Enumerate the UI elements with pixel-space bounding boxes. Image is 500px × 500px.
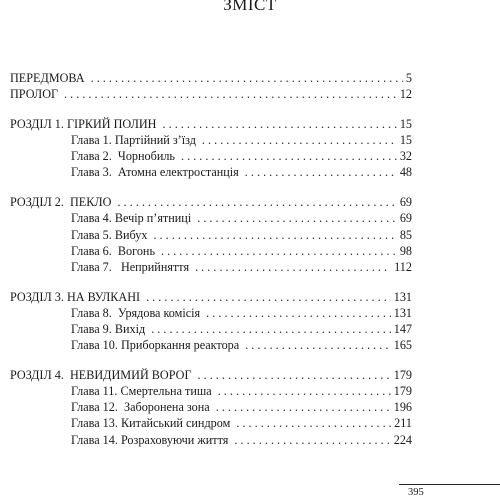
dot-leader — [151, 321, 391, 337]
toc-entry-title: РОЗДІЛ 4. НЕВИДИМИЙ ВОРОГ — [10, 367, 192, 382]
section-gap — [10, 275, 412, 289]
toc-entry-page: 32 — [399, 149, 412, 164]
toc-chapter-entry — [10, 305, 412, 321]
toc-entry-page: 5 — [405, 71, 412, 85]
dot-leader — [146, 289, 391, 305]
toc-entry-page: 48 — [399, 165, 412, 180]
toc-entry-title: ПРОЛОГ — [10, 87, 59, 102]
toc-entry-title: Глава 10. Приборкання реактора — [71, 338, 240, 353]
toc-chapter-entry — [10, 337, 412, 353]
toc-entry-title: Глава 9. Вихід — [71, 321, 146, 336]
page-number: 395 — [408, 487, 424, 498]
toc-part-entry — [10, 289, 412, 305]
table-of-contents — [10, 70, 412, 448]
section-gap — [10, 181, 412, 195]
dot-leader — [245, 164, 397, 180]
toc-entry-title: Глава 1. Партійний з’їзд — [71, 133, 196, 148]
dot-leader — [206, 305, 391, 321]
dot-leader — [117, 194, 396, 210]
toc-entry-title: Глава 4. Вечір п’ятниці — [71, 211, 192, 226]
dot-leader — [202, 132, 397, 148]
section-gap — [10, 102, 412, 116]
toc-entry-page: 179 — [393, 367, 412, 382]
toc-chapter-entry — [10, 432, 412, 448]
toc-chapter-entry — [10, 132, 412, 148]
toc-entry-page: 12 — [399, 87, 412, 102]
footer-rule — [399, 484, 500, 485]
toc-entry-page: 224 — [393, 432, 412, 447]
toc-entry-title: ПЕРЕДМОВА — [10, 71, 85, 85]
toc-chapter-entry — [10, 415, 412, 431]
toc-entry-title: Глава 11. Смертельна тиша — [71, 384, 212, 398]
toc-entry-page: 179 — [393, 384, 412, 398]
toc-entry-page: 112 — [394, 259, 412, 274]
toc-entry-page: 131 — [393, 289, 412, 304]
toc-entry-title: РОЗДІЛ 2. ПЕКЛО — [10, 195, 112, 210]
toc-entry-title: РОЗДІЛ 1. ГІРКИЙ ПОЛИН — [10, 116, 157, 131]
dot-leader — [197, 210, 397, 226]
dot-leader — [198, 367, 391, 383]
toc-part-entry — [10, 86, 412, 102]
dot-leader — [163, 116, 397, 132]
dot-leader — [161, 243, 397, 259]
page-title: ЗМІСТ — [223, 0, 277, 14]
toc-entry-title: Глава 5. Вибух — [71, 227, 148, 242]
toc-entry-page: 147 — [393, 321, 412, 336]
toc-entry-title: Глава 13. Китайський синдром — [71, 416, 231, 431]
toc-entry-title: Глава 3. Атомна електростанція — [71, 165, 239, 180]
dot-leader — [64, 86, 397, 102]
toc-entry-title: Глава 8. Урядова комісія — [71, 305, 201, 320]
toc-entry-title: Глава 6. Вогонь — [71, 243, 155, 258]
toc-entry-page: 211 — [394, 416, 412, 431]
toc-entry-title: РОЗДІЛ 3. НА ВУЛКАНІ — [10, 289, 141, 304]
toc-entry-title: Глава 12. Заборонена зона — [71, 400, 210, 415]
toc-part-entry — [10, 70, 412, 86]
toc-chapter-entry — [10, 259, 412, 275]
toc-entry-page: 69 — [399, 211, 412, 226]
toc-entry-title: Глава 14. Розраховуючи життя — [71, 432, 229, 447]
toc-entry-title: Глава 7. Неприйняття — [71, 259, 190, 274]
toc-part-entry — [10, 367, 412, 383]
toc-chapter-entry — [10, 148, 412, 164]
toc-entry-page: 131 — [393, 305, 412, 320]
toc-chapter-entry — [10, 164, 412, 180]
toc-part-entry — [10, 116, 412, 132]
toc-chapter-entry — [10, 399, 412, 415]
toc-entry-page: 15 — [399, 116, 412, 131]
toc-chapter-entry — [10, 210, 412, 226]
dot-leader — [234, 432, 390, 448]
toc-chapter-entry — [10, 227, 412, 243]
toc-entry-page: 196 — [393, 400, 412, 415]
toc-entry-page: 85 — [399, 227, 412, 242]
dot-leader — [236, 415, 391, 431]
toc-entry-page: 165 — [393, 338, 412, 353]
dot-leader — [181, 148, 397, 164]
toc-entry-page: 15 — [399, 133, 412, 148]
toc-chapter-entry — [10, 243, 412, 259]
toc-entry-title: Глава 2. Чорнобиль — [71, 149, 175, 164]
dot-leader — [245, 337, 391, 353]
dot-leader — [91, 70, 403, 86]
toc-entry-page: 98 — [399, 243, 412, 258]
dot-leader — [218, 383, 391, 399]
toc-part-entry — [10, 194, 412, 210]
toc-entry-page: 69 — [399, 195, 412, 210]
toc-chapter-entry — [10, 321, 412, 337]
dot-leader — [216, 399, 391, 415]
toc-chapter-entry — [10, 383, 412, 399]
dot-leader — [153, 227, 396, 243]
section-gap — [10, 353, 412, 367]
dot-leader — [195, 259, 391, 275]
